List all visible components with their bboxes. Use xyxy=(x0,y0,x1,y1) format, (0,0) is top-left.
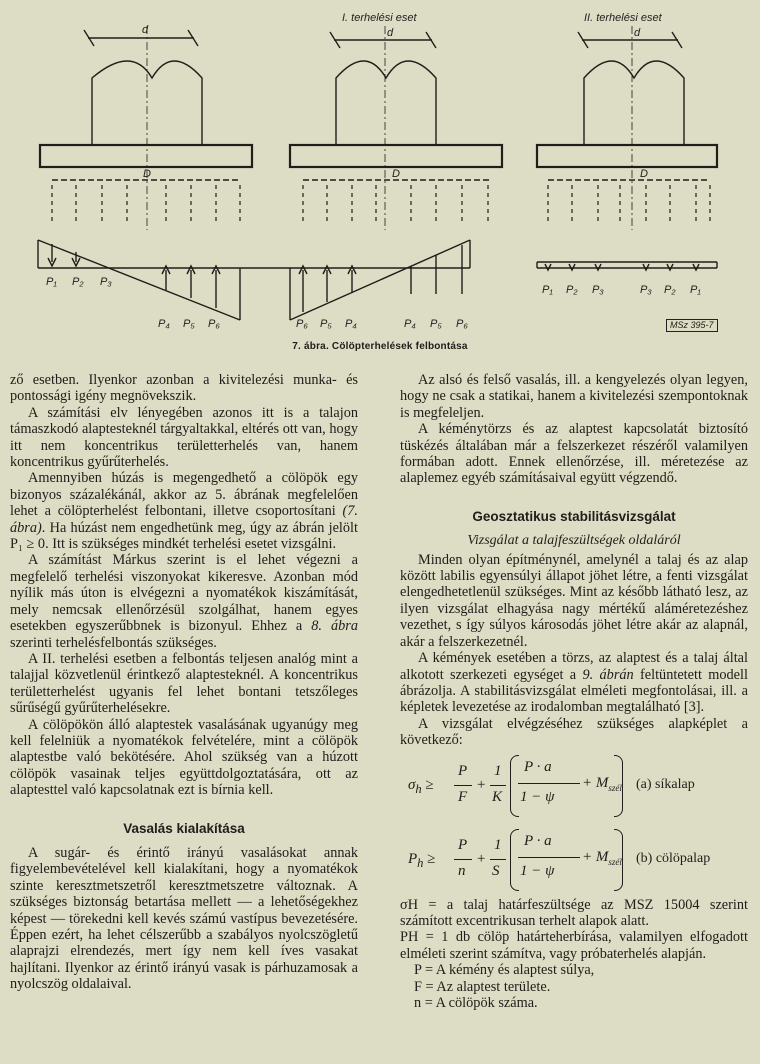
formula-b: $P_h$ ≥ P n + 1 S P · a 1 − ψ + $M_{szél}$ (b) cölöpalap xyxy=(400,823,748,897)
load-diagram-right xyxy=(537,262,717,270)
paragraph: Minden olyan építménynél, amelynél a talaj és az alap között labilis egyensúlyi állapot jöhet létre, a fenti vizsgálat elengedhetetlenül szükséges. Mint az később látható lesz, az ilyen vizsgálat elhagyása nagy mértékű aláméretezéshez vezethet, s így súlyos károsodás jöhet létre akár az alapnál, akár a felszerkezetnél. xyxy=(400,551,748,650)
figure-caption: 7. ábra. Cölöpterhelések felbontása xyxy=(292,341,468,352)
paragraph: A számítási elv lényegében azonos itt is a talajon támaszkodó alaptesteknél tárgyaltakkal, eltérés ott van, hogy itt nem koncentrikus területterhelés van, hanem koncentrikus gyűrűterhelés. xyxy=(10,404,358,471)
foundation-middle xyxy=(290,26,502,230)
figure-pile-loads xyxy=(0,0,760,360)
pile-label: P₅ xyxy=(430,318,442,330)
text: . Ha húzást nem engedhetünk meg, úgy az ábrán jelölt P₁ ≥ 0. Itt is szükséges mindkét terhelési esetet vizsgálni. xyxy=(10,519,358,553)
paragraph: A cölöpökön álló alaptestek vasalásának ugyanúgy meg kell felelniük a nyomatékok felvételére, mint a cölöpök alaptestbe való bekötésére. Ahol szükség van a húzott cölöpök vasainak teljes együttdolgoztatására, ott az alaptesttel való kapcsolatnak ezt is bírnia kell. xyxy=(10,716,358,799)
text: feltüntetett modell ábrázolja. A stabilitásvizsgálat elméleti megfontolásai, ill. a képletek levezetése az irodalomban megtalálható [3]. xyxy=(400,666,748,716)
pile-label: P₆ xyxy=(296,318,308,330)
formula-a: $\sigma_h$ ≥ P F + 1 K P · a 1 − ψ + $M_{szél}$ (a) síkalap xyxy=(400,749,748,823)
pile-label: P₅ xyxy=(320,318,332,330)
text: Amennyiben húzás is megengedhető a cölöpök egy bizonyos százalékánál, akkor az 5. ábrának megfelelően lehet a cölöpterhelést felbontani, illetve csoportosítani xyxy=(10,470,358,520)
definitions xyxy=(400,897,748,1012)
paragraph xyxy=(400,650,748,716)
pile-label: P₁ xyxy=(46,276,57,288)
D-label-1: D xyxy=(143,168,151,180)
pile-label: P₃ xyxy=(640,284,652,296)
definition: n = A cölöpök száma. xyxy=(414,994,538,1011)
pile-label: P₃ xyxy=(100,276,112,288)
paragraph: A vizsgálat elvégzéséhez szükséges alapképlet a következő: xyxy=(400,715,748,749)
figure-ref: 9. ábrán xyxy=(582,666,634,683)
pile-label: P₂ xyxy=(664,284,676,296)
paragraph: Az alsó és felső vasalás, ill. a kengyelezés olyan legyen, hogy ne csak a statikai, hanem a kivitelezési szempontoknak is megfeleljen. xyxy=(400,372,748,421)
paragraph xyxy=(10,470,358,552)
case1-title: I. terhelési eset xyxy=(342,12,417,24)
figure-ref: 8. ábra xyxy=(311,618,359,635)
right-column xyxy=(400,372,748,1011)
formula-a-label: (a) síkalap xyxy=(636,776,695,792)
section-heading: Vasalás kialakítása xyxy=(123,820,245,836)
figure-ref: (7. ábra) xyxy=(10,503,358,536)
paragraph: A kéménytörzs és az alaptest kapcsolatát biztosító tüskézés általában már a felszerkezet részéről valamilyen formában adott. Ennek ellenőrzése, ill. méretezése az alaplemez egyéb számításaival együtt végzendő. xyxy=(400,421,748,487)
foundation-right xyxy=(537,26,717,230)
pile-label: P₆ xyxy=(208,318,220,330)
pile-label: P₄ xyxy=(404,318,416,330)
d-label-2: d xyxy=(387,27,394,39)
definition: PH = 1 db cölöp határteherbírása, valamilyen elfogadott elméleti szerint számítva, vagy próbaterhelés alapján. xyxy=(400,929,748,962)
pile-label: P₄ xyxy=(345,318,357,330)
formula-b-label: (b) cölöpalap xyxy=(636,850,711,866)
text: szerinti terhelésfelbontás szükséges. xyxy=(10,634,217,651)
d-label-3: d xyxy=(634,27,641,39)
d-label-1: d xyxy=(142,24,149,36)
pile-label: P₃ xyxy=(592,284,604,296)
definition: F = Az alaptest területe. xyxy=(414,978,551,995)
standard-stamp: MSz 395-7 xyxy=(666,319,718,332)
paragraph: ző esetben. Ilyenkor azonban a kivitelezési munka- és pontossági igény megnövekszik. xyxy=(10,372,358,405)
section-subheading: Vizsgálat a talajfeszültségek oldaláról xyxy=(467,533,681,549)
foundation-left xyxy=(40,26,252,230)
pile-label: P₁ xyxy=(690,284,701,296)
pile-label: P₆ xyxy=(456,318,468,330)
paragraph: A II. terhelési esetben a felbontás teljesen analóg mint a talajjal közvetlenül érintkező alaptesteknél. A koncentrikus területterhelést ugyanis fel lehet bontani tetszőleges sűrűségű gyűrűterhelésekre. xyxy=(10,650,358,717)
D-label-3: D xyxy=(640,168,648,180)
section-heading: Geosztatikus stabilitásvizsgálat xyxy=(472,508,676,524)
left-column xyxy=(10,372,358,993)
pile-label: P₂ xyxy=(72,276,84,288)
load-diagram-middle xyxy=(290,240,470,320)
pile-label: P₅ xyxy=(183,318,195,330)
definition: P = A kémény és alaptest súlya, xyxy=(414,962,595,979)
text: A számítást Márkus szerint is el lehet végezni a megfelelő terhelési viszonyokat kikeresve. Azonban mód nyílik más úton is elvégezni a nyomatékok kiszámítását, mely nemcsak ellenőrzésül szolgálhat, hanem egyes esetekben egyszerűbbnek is bizonyul. Ehhez a xyxy=(10,552,358,635)
definition: σH = a talaj határfeszültsége az MSZ 15004 szerint számított excentrikusan terhelt alapok alatt. xyxy=(400,896,748,929)
paragraph xyxy=(10,552,358,650)
pile-label: P₄ xyxy=(158,318,170,330)
pile-label: P₁ xyxy=(542,284,553,296)
pile-label: P₂ xyxy=(566,284,578,296)
case2-title: II. terhelési eset xyxy=(584,12,662,24)
paragraph: A sugár- és érintő irányú vasalásokat annak figyelembevételével kell kialakítani, hogy a nyomatékok szinte keresztmetszetről keresztmetszetre változnak. A szükséges biztonság betartása mellett — a lehetőségekhez képest — törekedni kell kevés számú vastípus bevezetésére. Éppen ezért, ha lehet célszerűbb a szabályos nyolcszögletű alaprajzi elrendezés, mert így nem kell íves vasakat hajlítani. Ilyenkor az érintő irányú vasak is párhuzamosak a nyolcszög oldalaival. xyxy=(10,844,358,993)
D-label-2: D xyxy=(392,168,400,180)
text: A kémények esetében a törzs, az alaptest és a talaj által alkotott szerkezeti egységet a xyxy=(400,650,748,683)
